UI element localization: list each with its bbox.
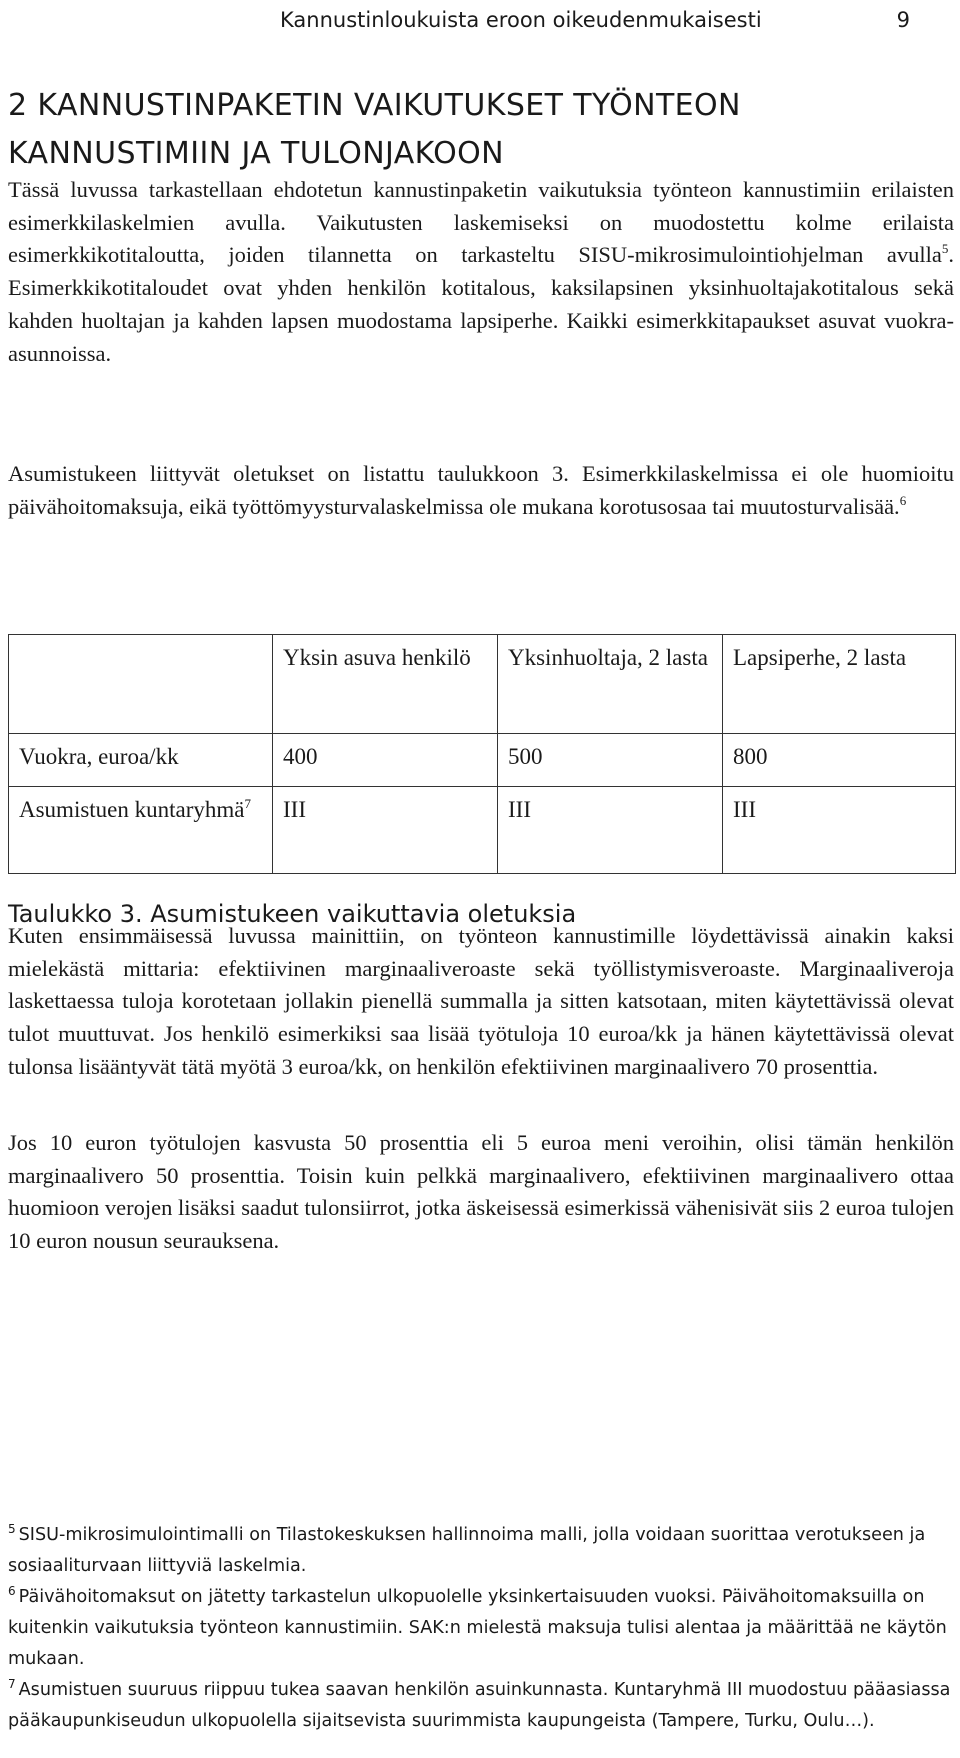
- table-row: [9, 787, 956, 874]
- footnote-text: Päivähoitomaksut on jätetty tarkastelun ulkopuolelle yksinkertaisuuden vuoksi. Päivähoitomaksuilla on kuitenkin vaikutuksia työnteon kannustimiin. SAK:n mielestä maksuja tulisi alentaa ja määrittää ne käytön mukaan.: [8, 1587, 947, 1669]
- table-row-label: Vuokra, euroa/kk: [9, 734, 273, 787]
- table-row-label: Asumistuen kuntaryhmä: [19, 797, 245, 822]
- footnote-number: 5: [8, 1522, 16, 1536]
- chapter-heading-line-1: 2 KANNUSTINPAKETIN VAIKUTUKSET TYÖNTEON: [8, 88, 741, 123]
- footnote-number: 6: [8, 1584, 16, 1598]
- assumptions-table: [8, 634, 956, 874]
- table-cell: 400: [273, 734, 498, 787]
- paragraph-measures: Kuten ensimmäisessä luvussa mainittiin, on työnteon kannustimille löydettävissä ainakin kaksi mielekästä mittaria: efektiivinen marginaaliveroaste sekä työllistymisveroaste. Marginaaliveroja laskettaessa tuloja korotetaan jollakin pienellä summalla ja sitten katsotaan, miten käytettävissä olevat tulot muuttuvat. Jos henkilö esimerkiksi saa lisää työtuloja 10 euroa/kk ja hänen käytettävissä olevat tulonsa lisääntyvät tätä myötä 3 euroa/kk, on henkilön efektiivinen marginaalivero 70 prosenttia.: [8, 923, 954, 1079]
- table-caption: Taulukko 3. Asumistukeen vaikuttavia oletuksia: [8, 900, 577, 928]
- table-cell: III: [498, 787, 723, 874]
- paragraph-intro: [8, 174, 954, 370]
- footnote-ref-7: 7: [244, 796, 251, 811]
- table-cell: III: [723, 787, 956, 874]
- footnote-text: SISU-mikrosimulointimalli on Tilastokeskuksen hallinnoima malli, jolla voidaan suorittaa verotukseen ja sosiaaliturvaan liittyviä laskelmia.: [8, 1525, 926, 1576]
- table-cell: 500: [498, 734, 723, 787]
- page-number: 9: [896, 8, 910, 32]
- paragraph-assumptions-text: Asumistukeen liittyvät oletukset on listattu taulukkoon 3. Esimerkkilaskelmissa ei ole huomioitu päivähoitomaksuja, eikä työttömyysturvalaskelmissa ole mukana korotusosaa tai muutosturvalisää.: [8, 461, 954, 519]
- footnote-text: Asumistuen suuruus riippuu tukea saavan henkilön asuinkunnasta. Kuntaryhmä III muodostuu pääasiassa pääkaupunkiseudun ulkopuolella sijaitsevista suurimmista kaupungeista (Tampere, Turku, Oulu…).: [8, 1680, 951, 1731]
- table-row-label-cell: [9, 787, 273, 874]
- paragraph-intro-part-1: Tässä luvussa tarkastellaan ehdotetun kannustinpaketin vaikutuksia työnteon kannustimiin erilaisten esimerkkilaskelmien avulla. Vaikutusten laskemiseksi on muodostettu kolme erilaista esimerkkikotitaloutta, joiden tilannetta on tarkasteltu SISU-mikrosimulointiohjelman avulla: [8, 177, 954, 268]
- footnote-7: [8, 1675, 954, 1737]
- table-header-cell: Yksinhuoltaja, 2 lasta: [498, 635, 723, 734]
- chapter-heading: [8, 82, 948, 178]
- paragraph-example: Jos 10 euron työtulojen kasvusta 50 prosenttia eli 5 euroa meni veroihin, olisi tämän henkilön marginaalivero 50 prosenttia. Toisin kuin pelkkä marginaalivero, efektiivinen marginaalivero ottaa huomioon verojen lisäksi saadut tulonsiirrot, jotka äskeisessä esimerkissä vähenisivät siis 2 euroa tulojen 10 euron nousun seurauksena.: [8, 1130, 954, 1254]
- footnote-6: [8, 1582, 954, 1675]
- table-header-cell: Yksin asuva henkilö: [273, 635, 498, 734]
- footnote-5: [8, 1520, 954, 1582]
- footnote-number: 7: [8, 1677, 16, 1691]
- paragraph-assumptions: [8, 458, 954, 523]
- table-header-row: [9, 635, 956, 734]
- table-row: [9, 734, 956, 787]
- table-cell: III: [273, 787, 498, 874]
- table-header-cell: Lapsiperhe, 2 lasta: [723, 635, 956, 734]
- footnotes: [8, 1520, 954, 1737]
- chapter-heading-line-2: KANNUSTIMIIN JA TULONJAKOON: [8, 136, 504, 171]
- footnote-ref-6: 6: [899, 492, 907, 508]
- table-cell: 800: [723, 734, 956, 787]
- running-title: Kannustinloukuista eroon oikeudenmukaisesti: [280, 8, 762, 32]
- paragraph-intro-part-2: . Esimerkkikotitaloudet ovat yhden henkilön kotitalous, kaksilapsinen yksinhuoltajakotitalous sekä kahden huoltajan ja kahden lapsen muodostama lapsiperhe. Kaikki esimerkkitapaukset asuvat vuokraasunnoissa.: [8, 242, 954, 366]
- footnote-ref-5: 5: [941, 241, 949, 257]
- table-header-cell: [9, 635, 273, 734]
